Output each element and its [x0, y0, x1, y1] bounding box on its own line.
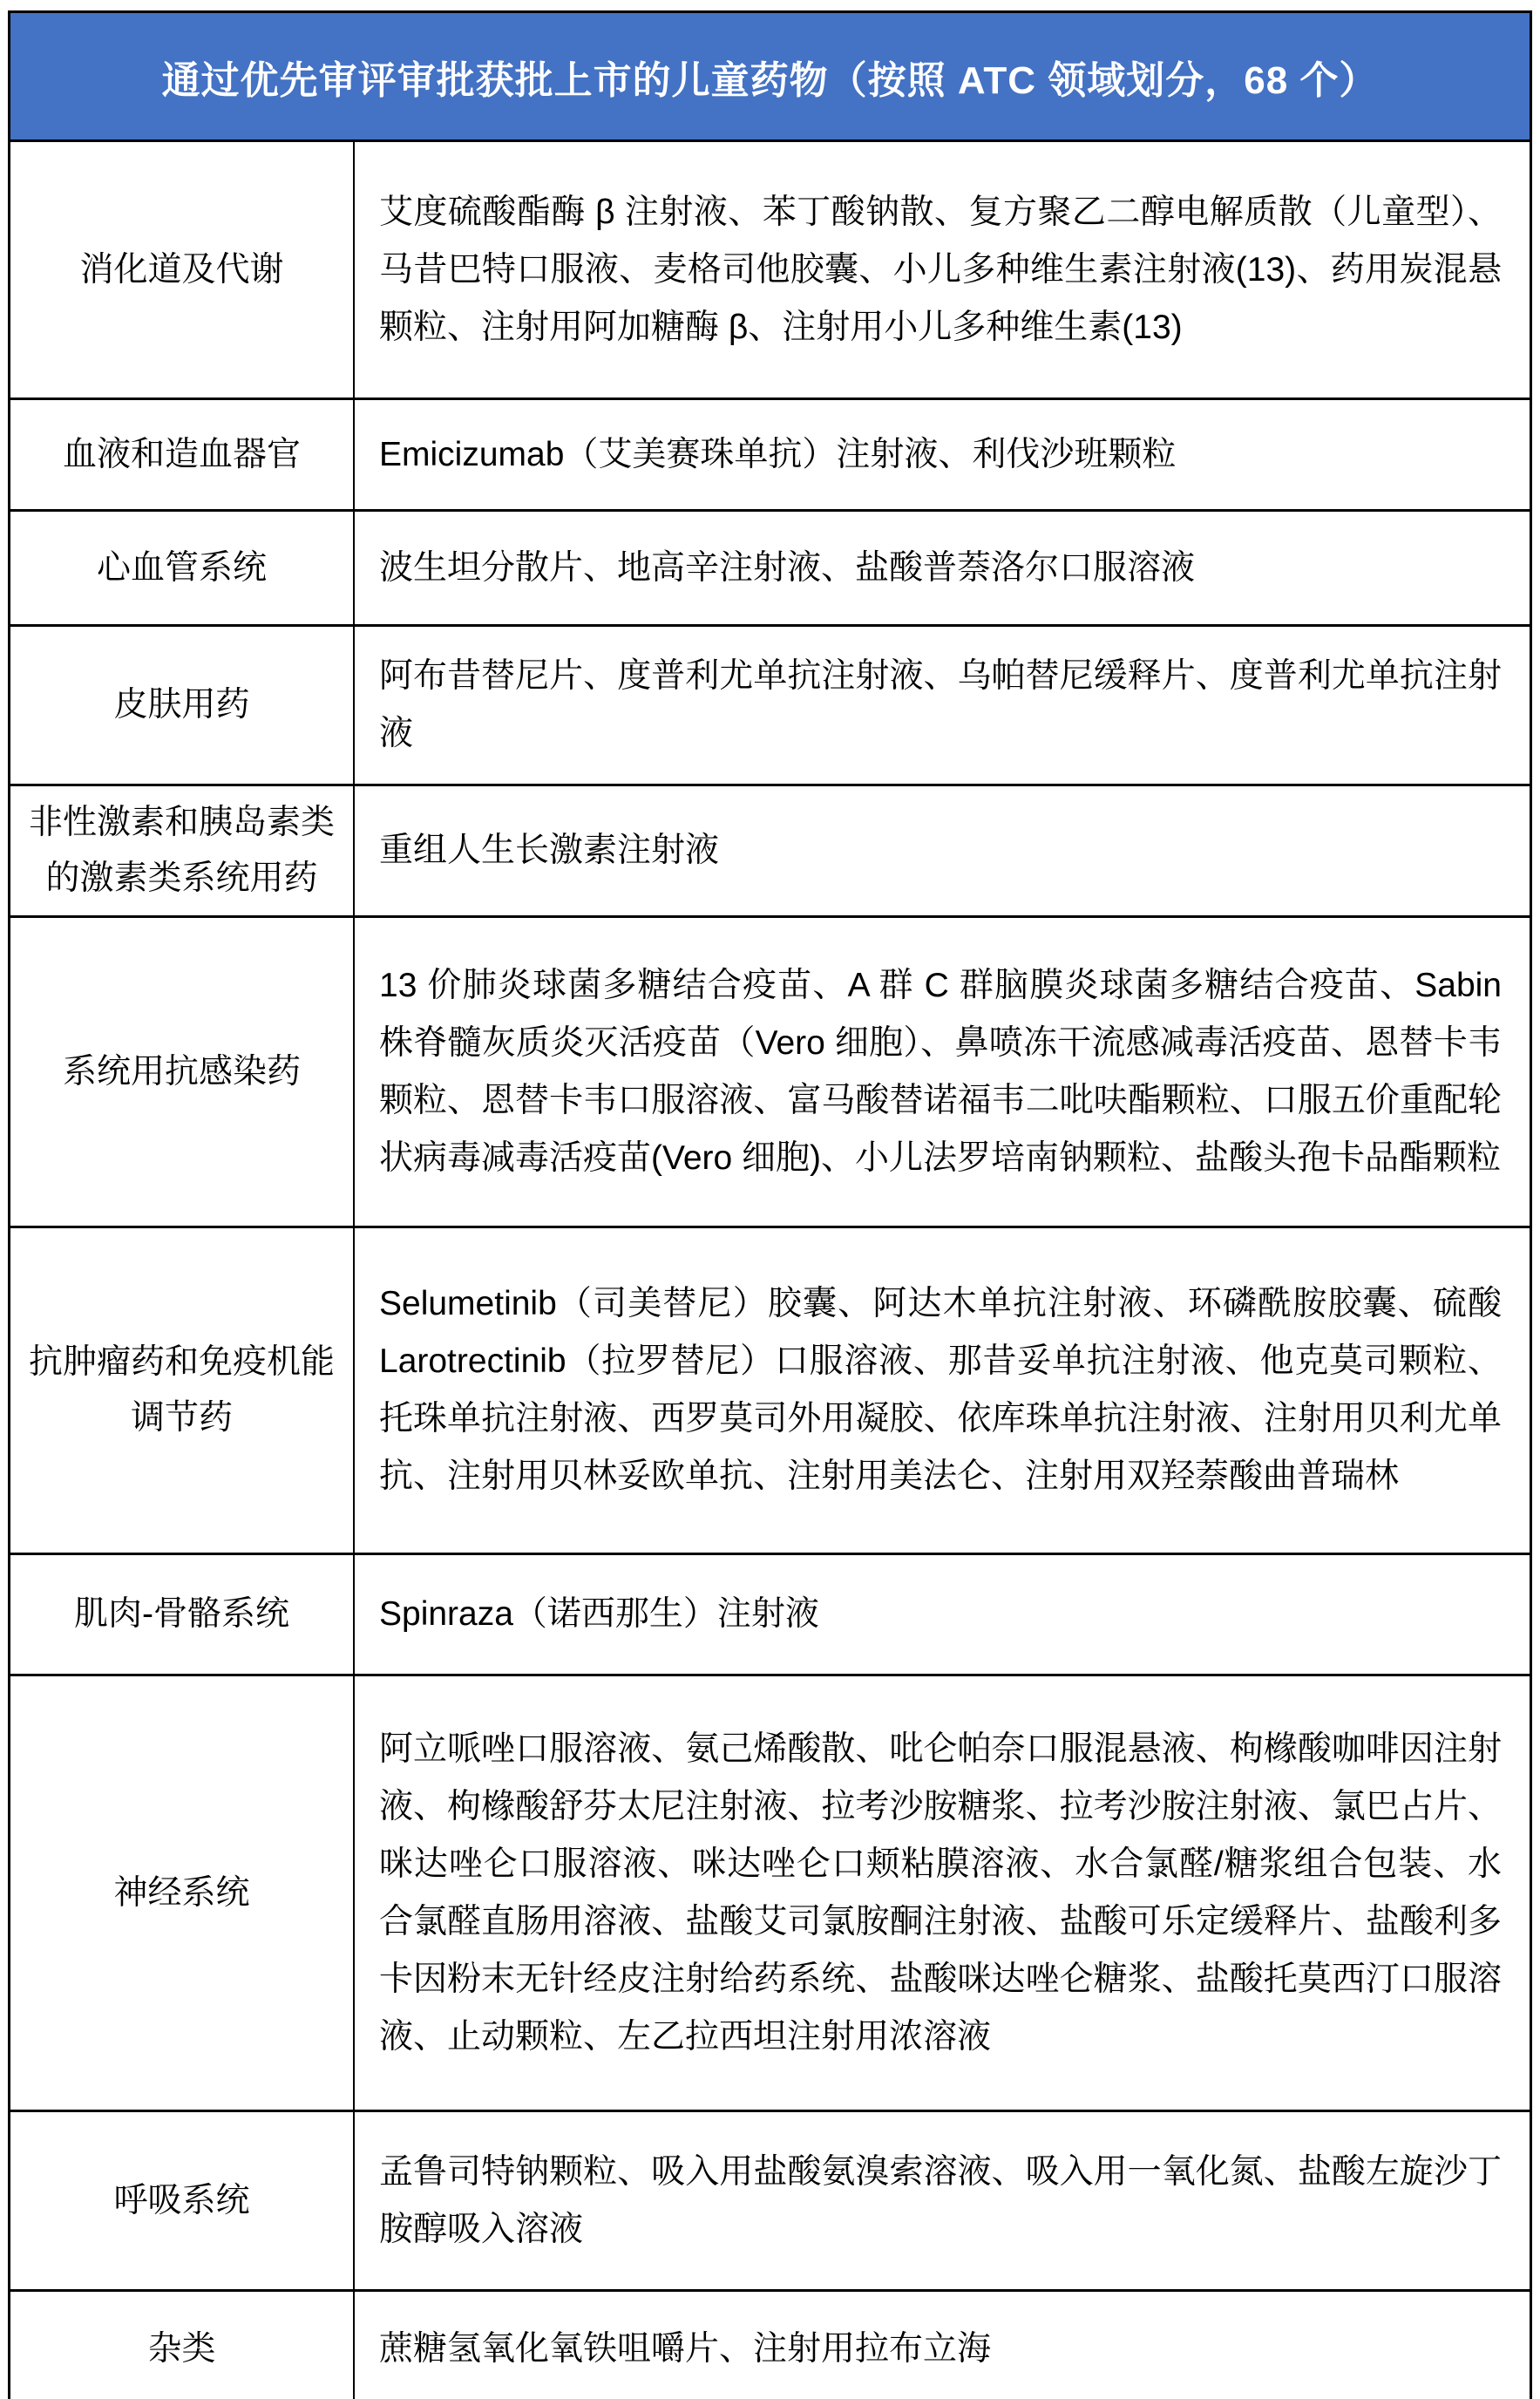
category-cell: 系统用抗感染药 [10, 918, 355, 1226]
drugs-cell [355, 786, 1530, 915]
drugs-cell [355, 1555, 1530, 1674]
table-title-bar [10, 13, 1530, 142]
drugs-cell [355, 142, 1530, 398]
category-cell: 消化道及代谢 [10, 142, 355, 398]
drugs-text: Spinraza（诺西那生）注射液 [379, 1595, 819, 1633]
drugs-text: 13 价肺炎球菌多糖结合疫苗、A 群 C 群脑膜炎球菌多糖结合疫苗、Sabin 株脊髓灰质炎灭活疫苗（Vero 细胞）、鼻喷冻干流感减毒活疫苗、恩替卡韦颗粒、恩替卡韦口服溶液、富马酸替诺福韦二吡呋酯颗粒、口服五价重配轮状病毒减毒活疫苗(Vero 细胞)、小儿法罗培南钠颗粒、盐酸头孢卡品酯颗粒 [379, 966, 1502, 1177]
category-cell: 皮肤用药 [10, 627, 355, 784]
category-cell: 非性激素和胰岛素类的激素类系统用药 [10, 786, 355, 915]
table-row [10, 918, 1530, 1228]
drugs-text: 蔗糖氢氧化氧铁咀嚼片、注射用拉布立海 [379, 2330, 992, 2368]
drugs-text: Selumetinib（司美替尼）胶囊、阿达木单抗注射液、环磷酰胺胶囊、硫酸 Larotrectinib（拉罗替尼）口服溶液、那昔妥单抗注射液、他克莫司颗粒、托珠单抗注射液、西罗莫司外用凝胶、依库珠单抗注射液、注射用贝利尤单抗、注射用贝林妥欧单抗、注射用美法仑、注射用双羟萘酸曲普瑞林 [379, 1285, 1502, 1495]
category-cell: 神经系统 [10, 1676, 355, 2110]
drugs-text: 阿布昔替尼片、度普利尤单抗注射液、乌帕替尼缓释片、度普利尤单抗注射液 [379, 657, 1502, 752]
category-cell: 杂类 [10, 2292, 355, 2399]
drugs-cell [355, 1676, 1530, 2110]
table-row [10, 2292, 1530, 2399]
drugs-cell [355, 627, 1530, 784]
table-row [10, 2112, 1530, 2292]
drugs-cell [355, 2292, 1530, 2399]
drugs-text: 艾度硫酸酯酶 β 注射液、苯丁酸钠散、复方聚乙二醇电解质散（儿童型）、马昔巴特口服液、麦格司他胶囊、小儿多种维生素注射液(13)、药用炭混悬颗粒、注射用阿加糖酶 β、注射用小儿多种维生素(13) [379, 193, 1502, 346]
category-cell: 心血管系统 [10, 512, 355, 624]
drugs-text: 阿立哌唑口服溶液、氨己烯酸散、吡仑帕奈口服混悬液、枸橼酸咖啡因注射液、枸橼酸舒芬太尼注射液、拉考沙胺糖浆、拉考沙胺注射液、氯巴占片、咪达唑仑口服溶液、咪达唑仑口颊粘膜溶液、水合氯醛/糖浆组合包装、水合氯醛直肠用溶液、盐酸艾司氯胺酮注射液、盐酸可乐定缓释片、盐酸利多卡因粉末无针经皮注射给药系统、盐酸咪达唑仑糖浆、盐酸托莫西汀口服溶液、止动颗粒、左乙拉西坦注射用浓溶液 [379, 1730, 1502, 2056]
drugs-cell [355, 918, 1530, 1226]
table-row [10, 1555, 1530, 1676]
table-row [10, 142, 1530, 400]
table-title: 通过优先审评审批获批上市的儿童药物（按照 ATC 领域划分，68 个） [161, 58, 1379, 102]
table-row [10, 1676, 1530, 2112]
drugs-cell [355, 512, 1530, 624]
drugs-cell [355, 2112, 1530, 2289]
table-row [10, 512, 1530, 627]
category-cell: 呼吸系统 [10, 2112, 355, 2289]
table-row [10, 400, 1530, 512]
atc-drug-table [8, 10, 1532, 2399]
drugs-text: 孟鲁司特钠颗粒、吸入用盐酸氨溴索溶液、吸入用一氧化氮、盐酸左旋沙丁胺醇吸入溶液 [379, 2152, 1502, 2248]
drugs-cell [355, 1228, 1530, 1553]
drugs-text: 重组人生长激素注射液 [379, 832, 720, 869]
category-cell: 血液和造血器官 [10, 400, 355, 509]
table-row [10, 1228, 1530, 1555]
category-cell: 抗肿瘤药和免疫机能调节药 [10, 1228, 355, 1553]
category-cell: 肌肉-骨骼系统 [10, 1555, 355, 1674]
drugs-text: Emicizumab（艾美赛珠单抗）注射液、利伐沙班颗粒 [379, 435, 1177, 473]
table-row [10, 786, 1530, 918]
drugs-text: 波生坦分散片、地高辛注射液、盐酸普萘洛尔口服溶液 [379, 548, 1196, 587]
drugs-cell [355, 400, 1530, 509]
table-row [10, 627, 1530, 786]
table-body [10, 142, 1530, 2399]
